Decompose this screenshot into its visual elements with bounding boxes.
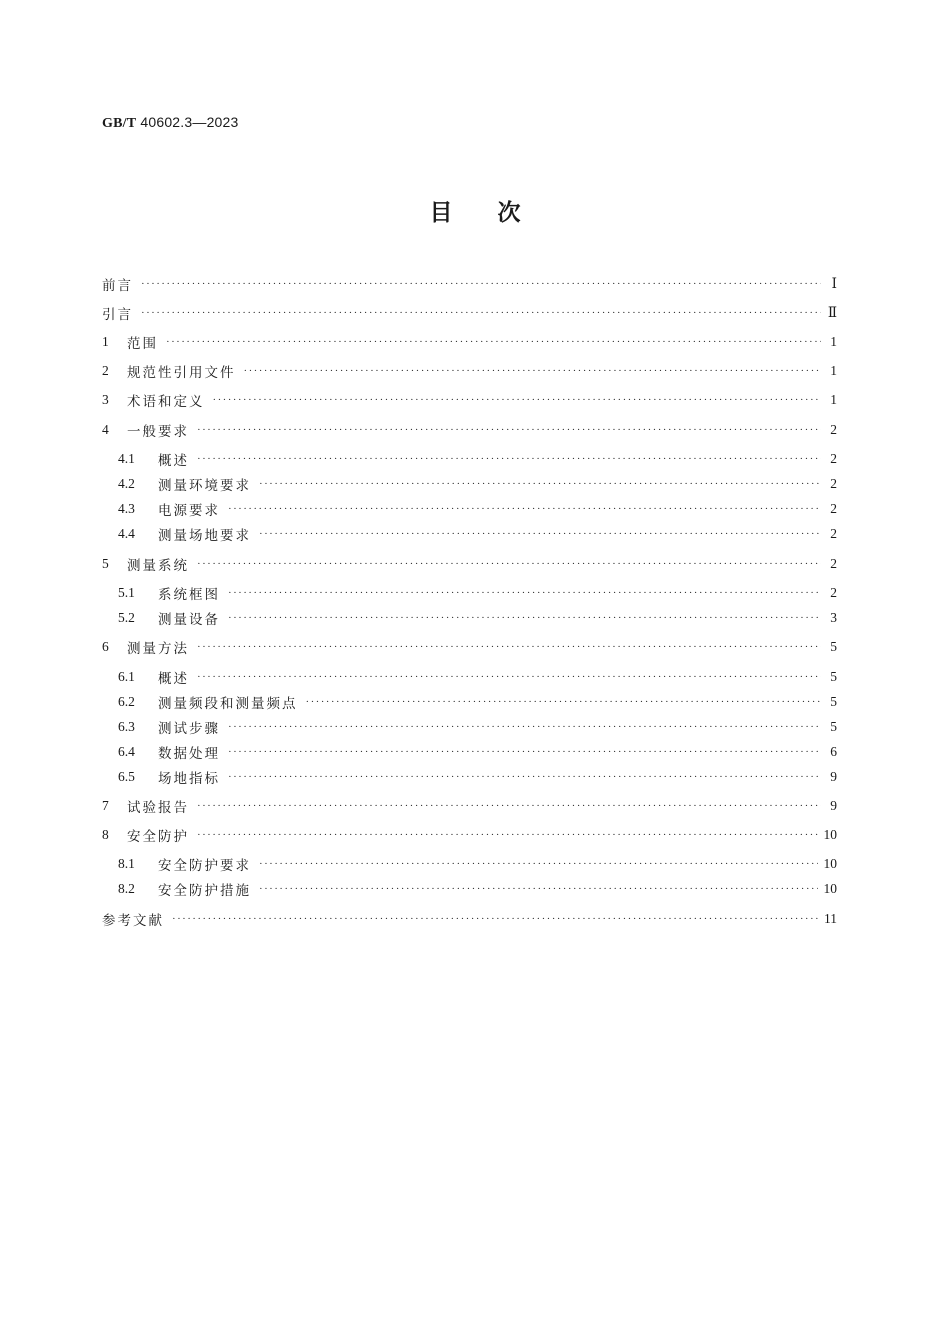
toc-entry-label: 规范性引用文件 [127,365,236,381]
toc-leader-dots [197,453,821,465]
toc-entry-number: 4.1 [118,451,135,466]
toc-leader-dots [228,746,821,758]
toc-subentry[interactable] [118,691,837,713]
standard-code-prefix: GB/T [102,116,137,131]
toc-entry[interactable] [102,824,837,846]
toc-entry-number: 2 [102,363,109,378]
toc-leader-dots [228,612,821,624]
toc-entry-page: 2 [830,422,837,437]
toc-entry[interactable] [102,331,837,353]
toc-entry[interactable] [102,419,837,441]
toc-entry[interactable] [102,273,837,295]
toc-entry-page: 2 [830,526,837,541]
toc-subentry[interactable] [118,878,837,900]
toc-entry-label: 系统框图 [158,587,220,603]
toc-entry-label: 术语和定义 [127,394,205,410]
toc-entry-page: 6 [830,744,837,759]
toc-entry[interactable] [102,795,837,817]
toc-entry-number: 8 [102,827,109,842]
toc-leader-dots [197,800,821,812]
toc-entry[interactable] [102,553,837,575]
toc-leader-dots [197,558,821,570]
toc-entry-page: 2 [830,501,837,516]
toc-leader-dots [228,721,821,733]
toc-entry-label: 概述 [158,453,189,469]
toc-entry-label: 数据处理 [158,746,220,762]
toc-entry-number: 8.1 [118,856,135,871]
toc-leader-dots [166,336,821,348]
toc-entry-label: 概述 [158,671,189,687]
toc-leader-dots [228,771,821,783]
toc-leader-dots [259,528,821,540]
toc-leader-dots [259,883,818,895]
toc-entry-page: 3 [830,610,837,625]
toc-leader-dots [197,424,821,436]
toc-entry-page: 1 [830,392,837,407]
toc-entry-page: 1 [830,334,837,349]
toc-leader-dots [197,671,821,683]
page-title: 目次 [429,200,566,226]
toc-leader-dots [259,478,821,490]
toc-entry[interactable] [102,636,837,658]
toc-entry-label: 测量方法 [127,641,189,657]
toc-entry-number: 5.2 [118,610,135,625]
toc-entry-number: 6.5 [118,769,135,784]
toc-entry-page: 5 [830,639,837,654]
toc-entry-page: 2 [830,476,837,491]
toc-subentry[interactable] [118,766,837,788]
toc-entry-page: 1 [830,363,837,378]
toc-entry-number: 4.4 [118,526,135,541]
toc-entry-number: 6.4 [118,744,135,759]
toc-entry-label: 前言 [102,278,133,294]
toc-subentry[interactable] [118,607,837,629]
toc-entry-number: 4 [102,422,109,437]
toc-entry-number: 8.2 [118,881,135,896]
toc-entry-number: 6 [102,639,109,654]
toc-entry-page: 10 [823,856,837,871]
toc-subentry[interactable] [118,666,837,688]
toc-subentry[interactable] [118,473,837,495]
toc-entry-page: 5 [830,694,837,709]
toc-entry[interactable] [102,360,837,382]
toc-subentry[interactable] [118,716,837,738]
toc-entry-label: 测量系统 [127,558,189,574]
toc-entry-number: 6.2 [118,694,135,709]
toc-entry-page: 10 [823,827,837,842]
toc-entry-number: 3 [102,392,109,407]
toc-entry-page: Ⅰ [831,276,837,291]
toc-entry-page: 11 [824,911,837,926]
toc-entry-label: 试验报告 [127,800,189,816]
toc-entry-label: 测量环境要求 [158,478,251,494]
toc-subentry[interactable] [118,582,837,604]
toc-leader-dots [228,503,821,515]
toc-entry-label: 测量场地要求 [158,528,251,544]
toc-leader-dots [197,829,818,841]
toc-entry-label: 电源要求 [158,503,220,519]
toc-subentry[interactable] [118,853,837,875]
toc-entry-label: 参考文献 [102,913,164,929]
toc-entry[interactable] [102,908,837,930]
toc-leader-dots [244,365,822,377]
toc-entry-page: 10 [823,881,837,896]
toc-entry-label: 一般要求 [127,424,189,440]
toc-entry-number: 6.3 [118,719,135,734]
toc-entry-number: 5 [102,556,109,571]
toc-leader-dots [172,913,818,925]
toc-entry-number: 5.1 [118,585,135,600]
toc-entry-label: 范围 [127,336,158,352]
toc-subentry[interactable] [118,741,837,763]
toc-entry-number: 7 [102,798,109,813]
toc-leader-dots [213,394,822,406]
toc-entry-page: 5 [830,719,837,734]
toc-leader-dots [306,696,822,708]
toc-entry-page: 2 [830,451,837,466]
toc-entry-label: 场地指标 [158,771,220,787]
toc-entry-label: 测量设备 [158,612,220,628]
toc-subentry[interactable] [118,498,837,520]
toc-entry[interactable] [102,389,837,411]
toc-entry-label: 安全防护要求 [158,858,251,874]
toc-entry-page: 9 [830,769,837,784]
standard-code-number: 40602.3—2023 [140,114,239,130]
toc-subentry[interactable] [118,448,837,470]
toc-entry-label: 测量频段和测量频点 [158,696,298,712]
toc-entry[interactable] [102,302,837,324]
toc-entry-page: 2 [830,585,837,600]
toc-leader-dots [228,587,821,599]
toc-entry-label: 安全防护措施 [158,883,251,899]
toc-entry-page: 9 [830,798,837,813]
toc-leader-dots [259,858,818,870]
toc-entry-number: 1 [102,334,109,349]
standard-code [102,114,239,132]
toc-entry-number: 4.2 [118,476,135,491]
toc-entry-page: 2 [830,556,837,571]
toc-entry-page: 5 [830,669,837,684]
toc-entry-number: 6.1 [118,669,135,684]
toc-entry-label: 测试步骤 [158,721,220,737]
toc-leader-dots [141,307,821,319]
toc-entry-number: 4.3 [118,501,135,516]
toc-entry-page: Ⅱ [827,305,837,320]
toc-leader-dots [197,641,821,653]
toc-subentry[interactable] [118,523,837,545]
toc-entry-label: 安全防护 [127,829,189,845]
toc-leader-dots [141,278,821,290]
toc-entry-label: 引言 [102,307,133,323]
